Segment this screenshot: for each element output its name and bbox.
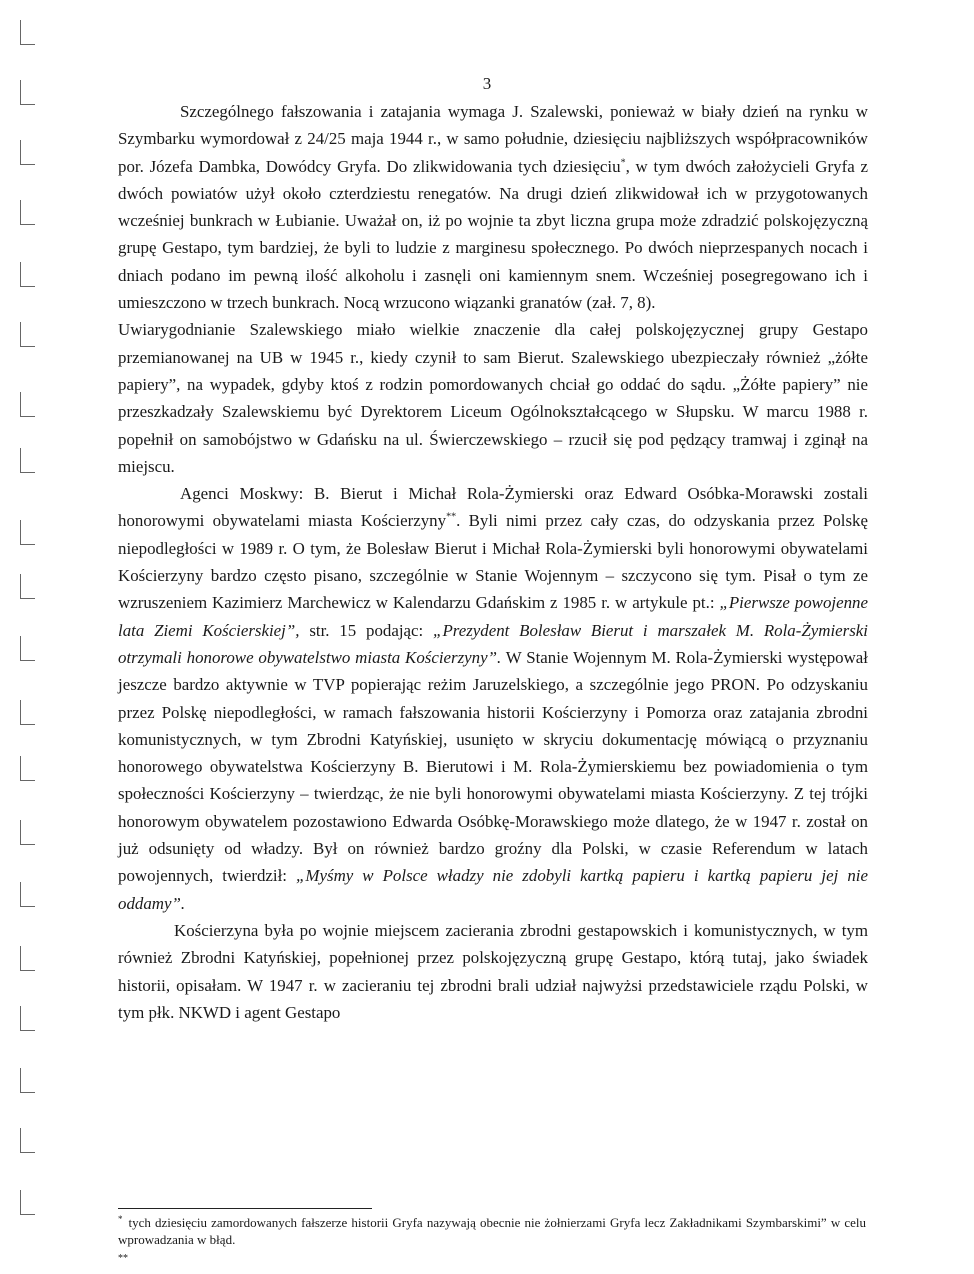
margin-mark [20, 1006, 35, 1031]
footnotes [118, 1214, 866, 1248]
footnote-separator [118, 1208, 372, 1209]
article-title: „Pierwsze powojenne lata Ziemi Kościerskiej”, [118, 593, 868, 640]
footnote-mark: ** [118, 1253, 128, 1264]
paragraph-text: Agenci Moskwy: B. Bierut i Michał Rola-Żymierski oraz Edward Osóbka-Morawski zostali honorowymi obywatelami miasta Kościerzyny [118, 484, 868, 531]
margin-mark [20, 1190, 35, 1215]
footnote-text: tych dziesięciu zamordowanych fałszerze historii Gryfa nazywają obecnie nie żołnierzami Gryfa lecz Zakładnikami Szymbarskimi” w celu wprowadzania w błąd. [118, 1215, 866, 1247]
quotation: „Myśmy w Polsce władzy nie zdobyli kartką papieru i kartką papieru jej nie oddamy”. [118, 866, 868, 913]
margin-mark [20, 1128, 35, 1153]
margin-mark [20, 200, 35, 225]
margin-mark [20, 636, 35, 661]
paragraph-text: Kościerzyna była po wojnie miejscem zacierania zbrodni gestapowskich i komunistycznych, w tym również Zbrodni Katyńskiej, popełnionej przez polskojęzyczną grupę Gestapo, którą tutaj, jako świadek historii, opisałam. W 1947 r. w zacieraniu tej zbrodni brali udział najwyżsi przedstawiciele rządu Polski, w tym płk. NKWD i agent Gestapo [118, 920, 868, 1022]
margin-mark [20, 574, 35, 599]
margin-mark [20, 1068, 35, 1093]
footnote-ref: ** [446, 511, 457, 523]
margin-mark [20, 20, 35, 45]
paragraph-text: Szczególnego fałszowania i zatajania wymaga J. Szalewski, ponieważ w biały dzień na rynku w Szymbarku wymordował z 24/25 maja 1944 r., w samo południe, dziesięciu najbliższych współpracowników por. Józefa Dambka, Dowódcy Gryfa. Do zlikwidowania tych dziesięciu [118, 102, 868, 176]
footnote-mark: * [118, 1213, 123, 1224]
paragraph-text: . Byli nimi przez cały czas, do odzyskania przez Polskę niepodległości w 1989 r. O tym, że Bolesław Bierut i Michał Rola-Żymierski byli honorowymi obywatelami Kościerzyny bardzo często pisano, szczególnie w Stanie Wojennym – szczycono się tym. Pisał o tym ze wzruszeniem Kazimierz Marchewicz w Kalendarzu Gdańskim z 1985 r. w artykule pt.: [118, 511, 868, 613]
margin-mark [20, 448, 35, 473]
body-text [118, 98, 868, 1026]
paragraph [118, 480, 868, 917]
margin-mark [20, 140, 35, 165]
footnote [118, 1214, 866, 1248]
page-number: 3 [482, 74, 492, 93]
quotation: „Prezydent Bolesław Bierut i marszałek M. Rola-Żymierski otrzymali honorowe obywatelstwo miasta Kościerzyny”. [118, 620, 868, 667]
paragraph-text: str. 15 podając: [299, 620, 434, 640]
footnote-ref: * [620, 156, 626, 168]
margin-mark [20, 756, 35, 781]
margin-mark [20, 262, 35, 287]
paragraph [118, 316, 868, 480]
margin-mark [20, 882, 35, 907]
paragraph [118, 98, 868, 316]
margin-mark [20, 392, 35, 417]
margin-mark [20, 946, 35, 971]
margin-mark [20, 700, 35, 725]
paragraph [118, 917, 868, 1026]
margin-mark [20, 322, 35, 347]
margin-mark [20, 820, 35, 845]
paragraph-text: Uwiarygodnianie Szalewskiego miało wielkie znaczenie dla całej polskojęzycznej grupy Gestapo przemianowanej na UB w 1945 r., kiedy czynił to sam Bierut. Szalewskiego ubezpieczały również „żółte papiery”, na wypadek, gdyby ktoś z rodzin pomordowanych chciał go oddać do sądu. „Żółte papiery” nie przeszkadzały Szalewskiemu być Dyrektorem Liceum Ogólnokształcącego w Słupsku. W marcu 1988 r. popełnił on samobójstwo w Gdańsku na ul. Świerczewskiego – rzucił się pod pędzący tramwaj i zginął na miejscu. [118, 320, 868, 476]
margin-mark [20, 520, 35, 545]
paragraph-text: W Stanie Wojennym M. Rola-Żymierski występował jeszcze bardzo aktywnie w TVP popierając reżim Jaruzelskiego, a szczególnie jego PRON. Po odzyskaniu przez Polskę niepodległości, w ramach fałszowania historii Kościerzyny i Pomorza oraz zatajania zbrodni komunistycznych, w tym Zbrodni Katyńskiej, usunięto w skryciu dokumentację mówiącą o przyznaniu honorowego obywatelstwa Kościerzyny B. Bierutowi i M. Rola-Żymierskiemu bez powiadomienia o tym społeczności Kościerzyny – twierdząc, że nie byli honorowymi obywatelami miasta Kościerzyny. Z tej trójki honorowym obywatelem pozostawiono Edwarda Osóbkę-Morawskiego może dlatego, że w 1947 r. został on już odsunięty od władzy. Był on również bardzo groźny dla Polski, w czasie Referendum w latach powojennych, twierdził: [118, 647, 868, 886]
paragraph-text: , w tym dwóch założycieli Gryfa z dwóch powiatów użył około czterdziestu renegatów. Na drugi dzień zlikwidował ich w przygotowanych wcześniej bunkrach w Łubianie. Uważał on, iż po wojnie ta zbyt liczna grupa może zdradzić polskojęzyczną grupę Gestapo, tym bardziej, że byli to ludzie z marginesu społecznego. Po dwóch nieprzespanych nocach i dniach podano im pewną ilość alkoholu i zasnęli oni kamiennym snem. Wcześniej posegregowano ich i umieszczono w trzech bunkrach. Nocą wrzucono wiązanki granatów (zał. 7, 8). [118, 156, 868, 313]
